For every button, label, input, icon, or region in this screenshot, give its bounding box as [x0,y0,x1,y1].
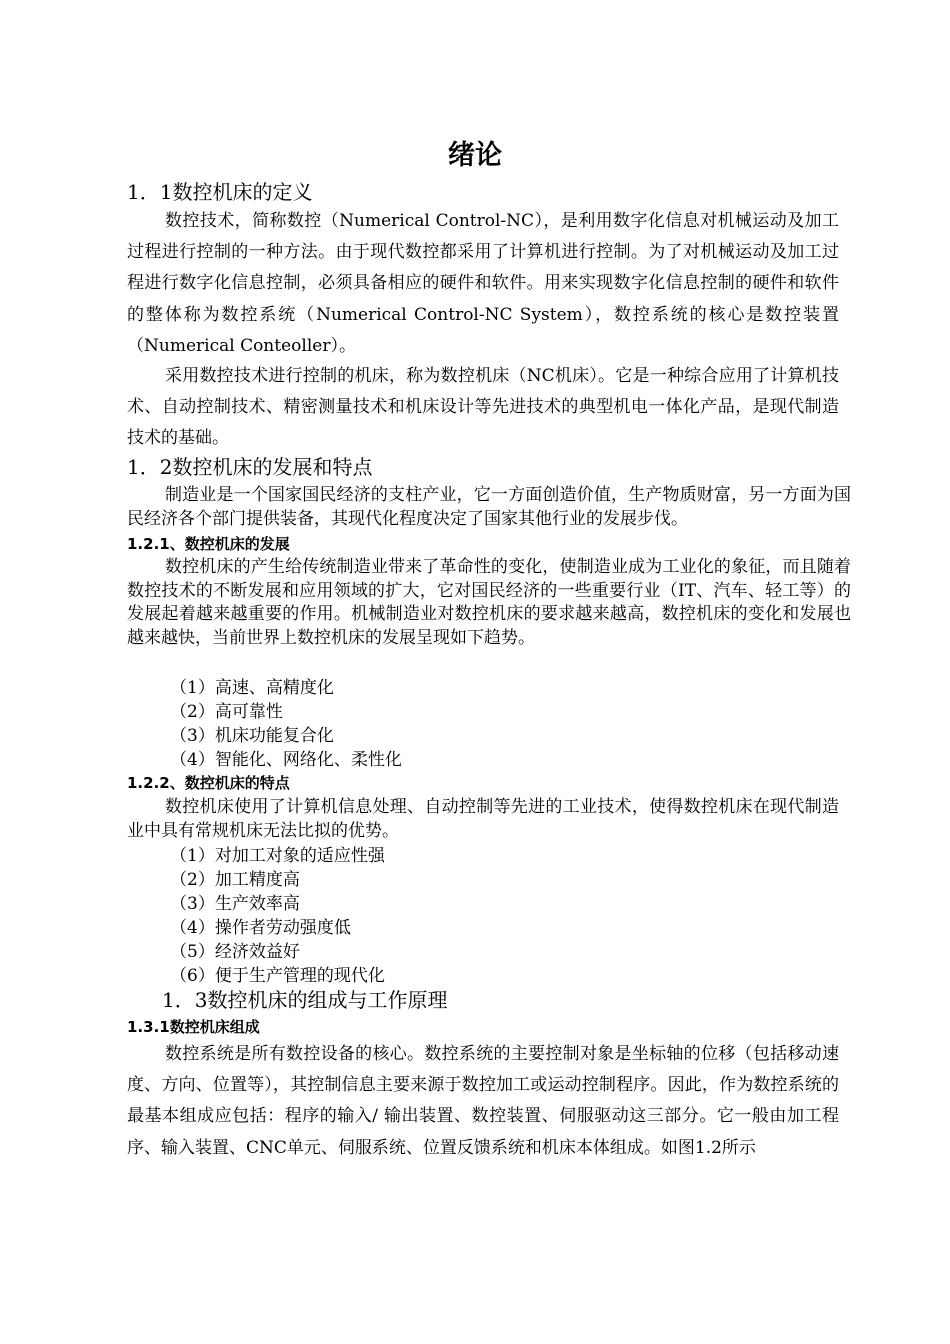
paragraph-development: 数控机床的产生给传统制造业带来了革命性的变化，使制造业成为工业化的象征，而且随着数控技术的不断发展和应用领域的扩大，它对国民经济的一些重要行业（IT、汽车、轻工等）的发展起着越来越重要的作用。机械制造业对数控机床的要求越来越高，数控机床的变化和发展也越来越快，当前世界上数控机床的发展呈现如下趋势。 [127,557,851,649]
list-item: （6）便于生产管理的现代化 [170,966,385,986]
section-heading-1-1: 1．1数控机床的定义 [127,180,313,204]
list-item: （3）生产效率高 [170,894,300,914]
paragraph-nc-machine: 采用数控技术进行控制的机床，称为数控机床（NC机床）。它是一种综合应用了计算机技术、自动控制技术、精密测量技术和机床设计等先进技术的典型机电一体化产品，是现代制造技术的基础。 [127,366,839,449]
subsection-heading-1-3-1: 1.3.1数控机床组成 [127,1018,260,1036]
section-heading-1-2: 1．2数控机床的发展和特点 [127,455,373,479]
paragraph-definition: 数控技术，简称数控（Numerical Control-NC），是利用数字化信息对机械运动及加工过程进行控制的一种方法。由于现代数控都采用了计算机进行控制。为了对机械运动及加工过程进行数字化信息控制，必须具备相应的硬件和软件。用来实现数字化信息控制的硬件和软件的整体称为数控系统（Numerical Control-NC System），数控系统的核心是数控装置（Numerical Conteoller）。 [127,211,839,356]
list-item: （4）操作者劳动强度低 [170,918,351,938]
subsection-heading-1-2-1: 1.2.1、数控机床的发展 [127,535,290,553]
list-item: （1）对加工对象的适应性强 [170,846,385,866]
paragraph-features: 数控机床使用了计算机信息处理、自动控制等先进的工业技术，使得数控机床在现代制造业中具有常规机床无法比拟的优势。 [127,797,839,841]
subsection-heading-1-2-2: 1.2.2、数控机床的特点 [127,774,290,792]
list-item: （5）经济效益好 [170,942,300,962]
paragraph-composition: 数控系统是所有数控设备的核心。数控系统的主要控制对象是坐标轴的位移（包括移动速度、方向、位置等），其控制信息主要来源于数控加工或运动控制程序。因此，作为数控系统的最基本组成应包括：程序的输入/ 输出装置、数控装置、伺服驱动这三部分。它一般由加工程序、输入装置、CNC单元、伺服系统、位置反馈系统和机床本体组成。如图1.2所示 [127,1044,839,1158]
page-title: 绪论 [448,140,502,171]
list-item: （4）智能化、网络化、柔性化 [170,750,402,770]
list-item: （1）高速、高精度化 [170,678,334,698]
paragraph-manufacturing: 制造业是一个国家国民经济的支柱产业，它一方面创造价值，生产物质财富，另一方面为国民经济各个部门提供装备，其现代化程度决定了国家其他行业的发展步伐。 [127,485,851,529]
list-item: （3）机床功能复合化 [170,726,334,746]
section-heading-1-3: 1．3数控机床的组成与工作原理 [162,988,448,1012]
list-item: （2）加工精度高 [170,870,300,890]
list-item: （2）高可靠性 [170,702,283,722]
